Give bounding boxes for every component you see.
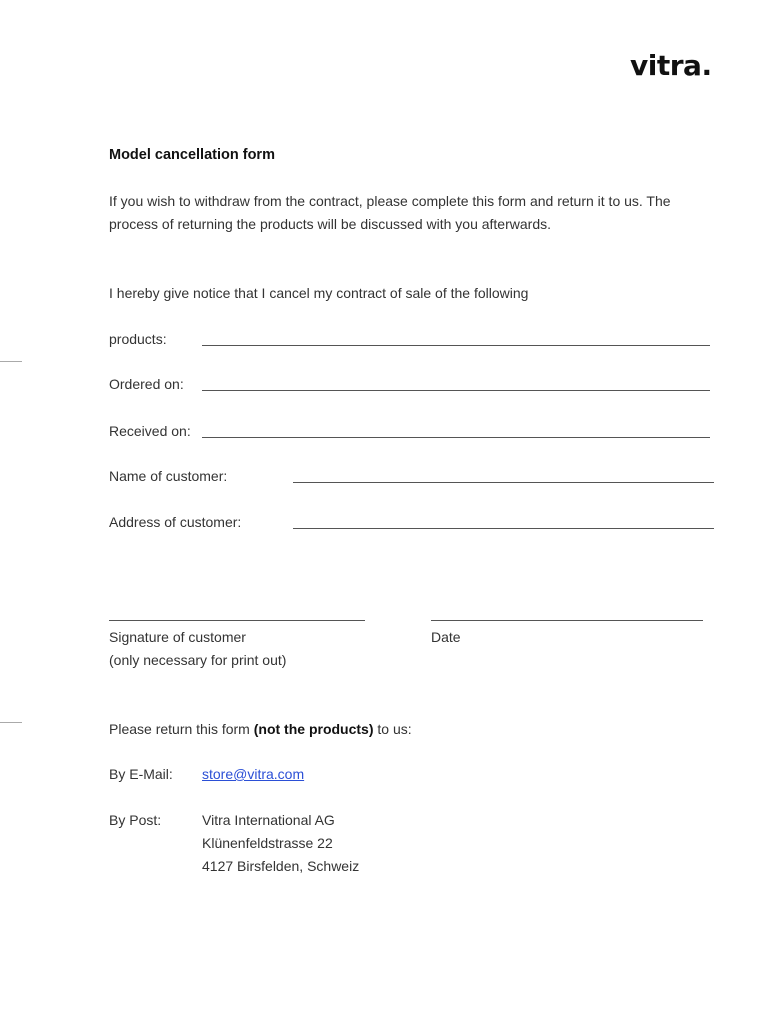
- signature-label: Signature of customer: [109, 629, 246, 645]
- fold-mark-bottom: [0, 722, 22, 723]
- address-line-city: 4127 Birsfelden, Schweiz: [202, 858, 360, 874]
- address-line-company: Vitra International AG: [202, 812, 335, 828]
- intro-paragraph: [109, 190, 709, 236]
- received-on-field-line[interactable]: [202, 437, 710, 438]
- customer-name-field-line[interactable]: [293, 482, 714, 483]
- products-field-line[interactable]: [202, 345, 710, 346]
- email-link[interactable]: store@vitra.com: [202, 766, 305, 782]
- products-label: products:: [109, 331, 167, 347]
- return-instruction-emphasis: (not the products): [253, 721, 374, 737]
- return-instruction-prefix: Please return this form: [109, 721, 254, 737]
- return-instruction-suffix: to us:: [373, 721, 412, 737]
- received-on-label: Received on:: [109, 423, 191, 439]
- date-label: Date: [431, 629, 461, 645]
- cancel-notice: I hereby give notice that I cancel my contract of sale of the following: [109, 285, 529, 301]
- signature-field-line[interactable]: [109, 620, 365, 621]
- customer-name-label: Name of customer:: [109, 468, 228, 484]
- fold-mark-top: [0, 361, 22, 362]
- vitra-logo: vitra.: [630, 49, 712, 82]
- intro-line-2: process of returning the products will be discussed with you afterwards.: [109, 216, 551, 232]
- intro-line-1: If you wish to withdraw from the contract, please complete this form and return it to us. The: [109, 193, 671, 209]
- customer-address-label: Address of customer:: [109, 514, 242, 530]
- date-field-line[interactable]: [431, 620, 703, 621]
- ordered-on-label: Ordered on:: [109, 376, 184, 392]
- signature-note: (only necessary for print out): [109, 652, 287, 668]
- post-label: By Post:: [109, 812, 162, 828]
- address-line-street: Klünenfeldstrasse 22: [202, 835, 333, 851]
- form-title: Model cancellation form: [109, 147, 275, 163]
- email-label: By E-Mail:: [109, 766, 173, 782]
- return-instruction: [109, 720, 412, 738]
- customer-address-field-line[interactable]: [293, 528, 714, 529]
- ordered-on-field-line[interactable]: [202, 390, 710, 391]
